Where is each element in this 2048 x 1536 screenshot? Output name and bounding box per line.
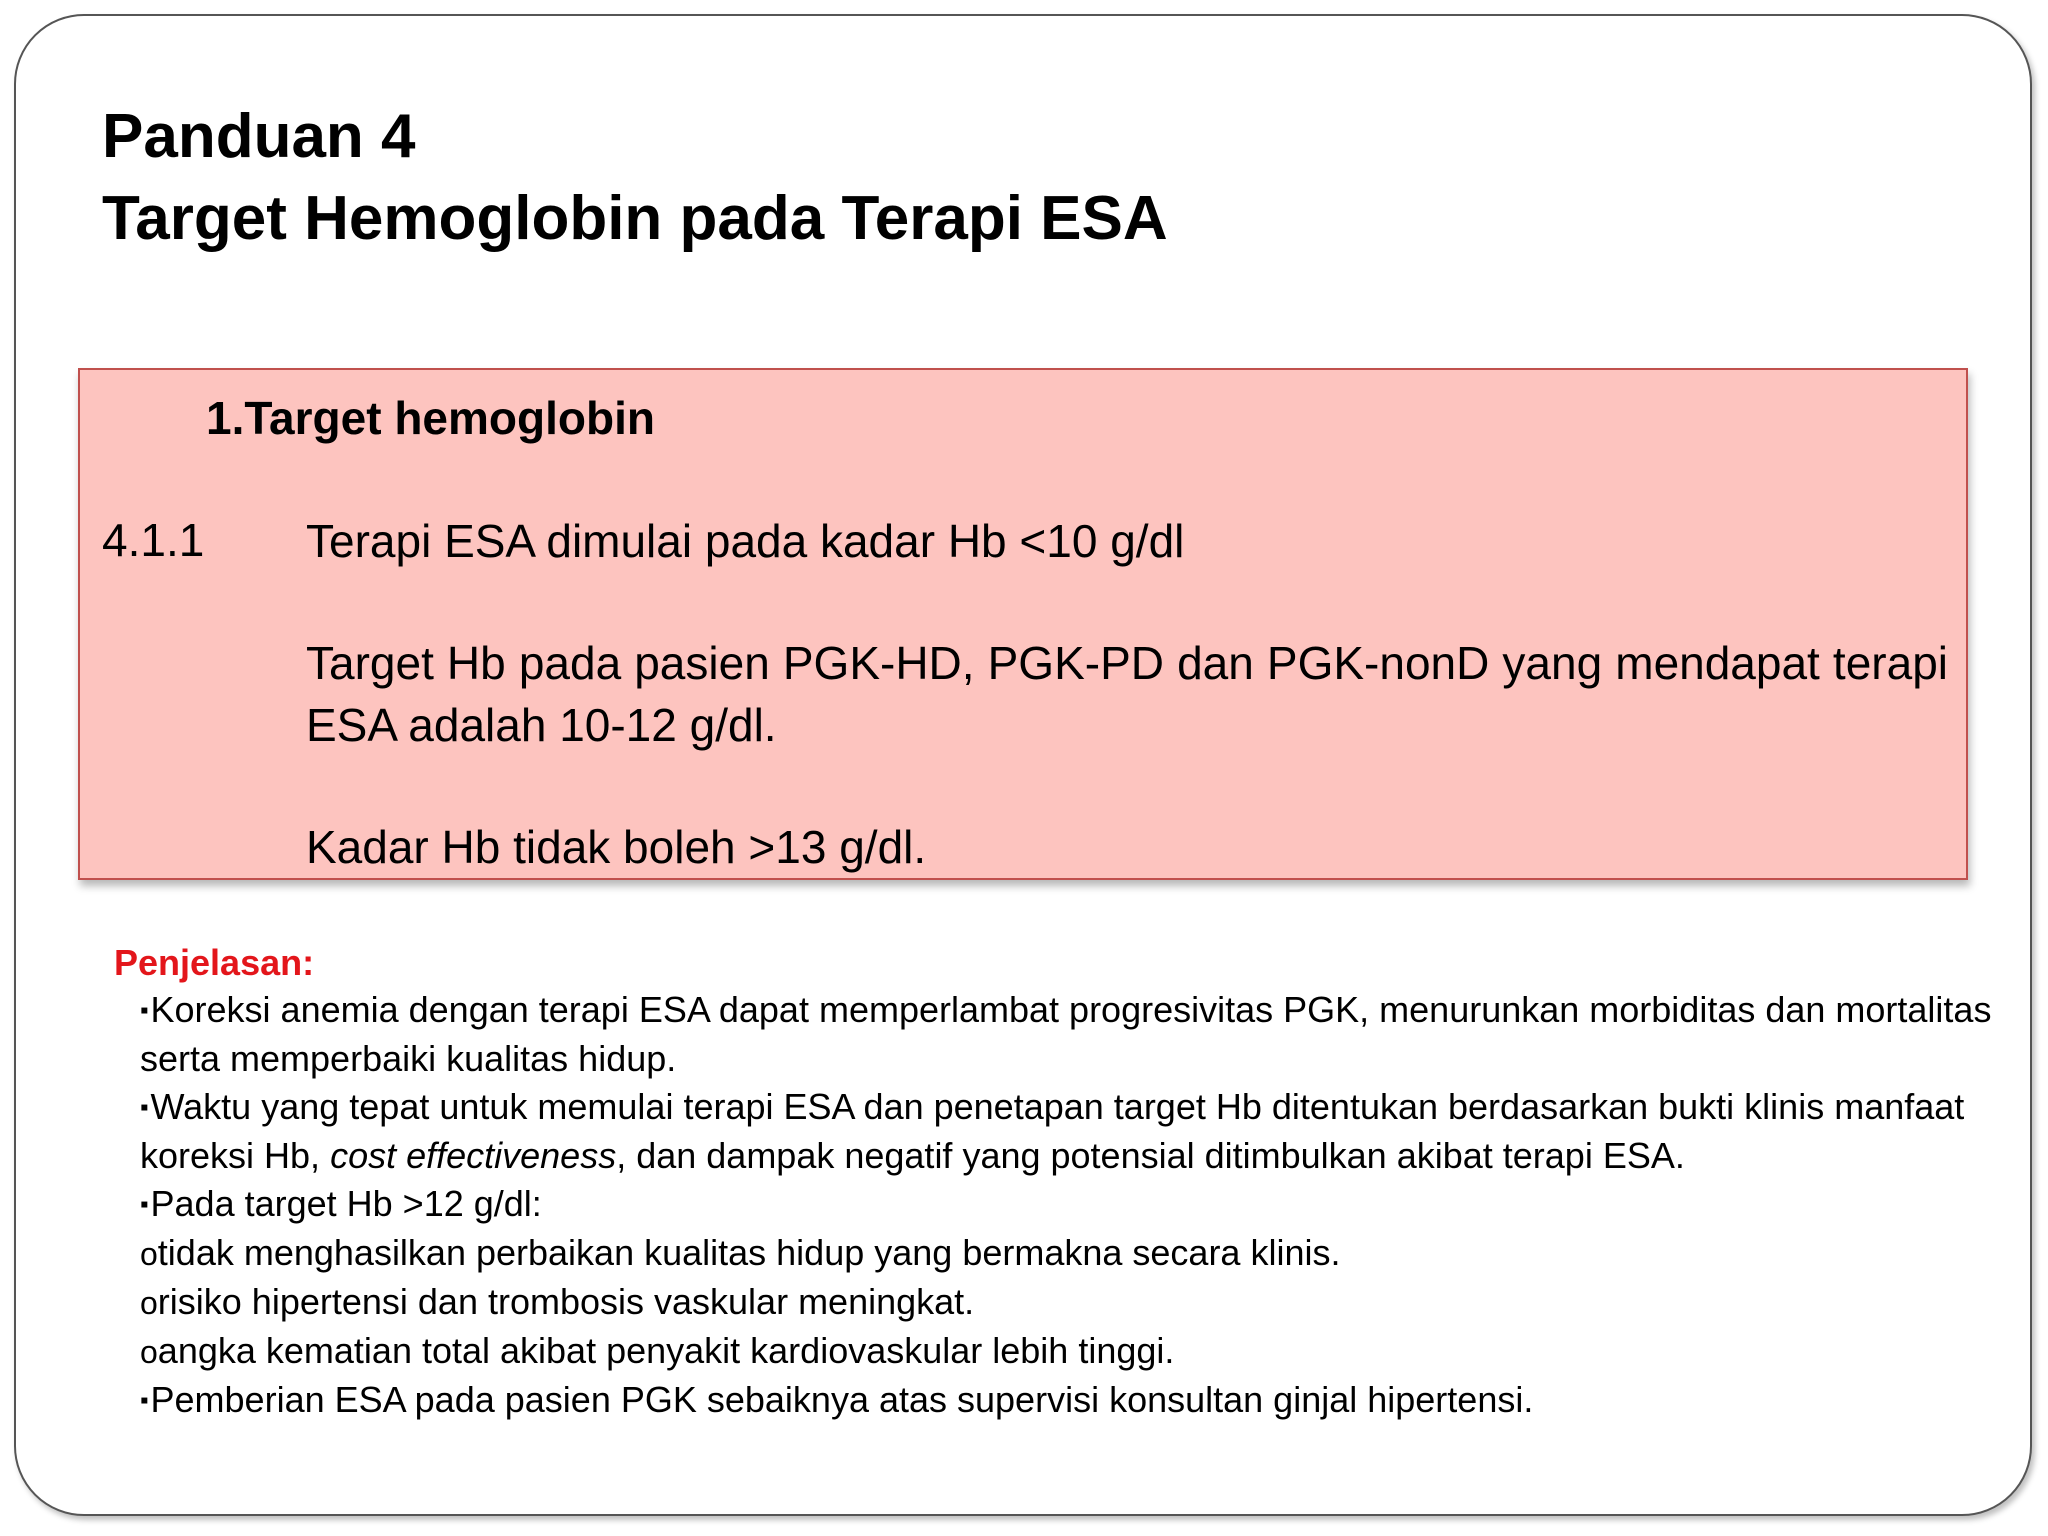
square-bullet-icon: ▪ [140,997,149,1024]
title-line-1: Panduan 4 [102,102,416,171]
slide-frame [14,14,2032,1516]
recommendation-heading: 1.Target hemoglobin [206,392,655,444]
recommendation-number: 4.1.1 [102,514,205,566]
list-item-italic-text: cost effectiveness [330,1135,617,1176]
sub-list-item [114,1327,2014,1376]
sub-list-item-text: tidak menghasilkan perbaikan kualitas hidup yang bermakna secara klinis. [157,1232,1341,1273]
slide-title [102,96,1168,260]
list-item-text: Waktu yang tepat untuk memulai terapi ESA dan penetapan target Hb ditentukan berdasarkan bukti klinis manfaat koreksi Hb, [140,1086,1965,1176]
list-item-text: Pada target Hb >12 g/dl: [150,1183,542,1224]
list-item [114,1083,2014,1180]
list-item-text: , dan dampak negatif yang potensial ditimbulkan akibat terapi ESA. [616,1135,1685,1176]
list-item-text: Koreksi anemia dengan terapi ESA dapat memperlambat progresivitas PGK, menurunkan morbiditas dan mortalitas serta memperbaiki kualitas hidup. [140,989,1992,1079]
list-item [114,986,2014,1083]
circle-bullet-icon: o [140,1334,158,1370]
list-item-text: Pemberian ESA pada pasien PGK sebaiknya atas supervisi konsultan ginjal hipertensi. [150,1379,1534,1420]
square-bullet-icon: ▪ [140,1387,149,1414]
list-item [114,1376,2014,1425]
recommendation-box [78,368,1968,880]
explanation-label: Penjelasan: [114,942,315,983]
square-bullet-icon: ▪ [140,1094,149,1121]
explanation-section [114,940,2014,1425]
sub-list-item-text: risiko hipertensi dan trombosis vaskular meningkat. [157,1281,975,1322]
square-bullet-icon: ▪ [140,1191,149,1218]
list-item [114,1180,2014,1229]
recommendation-paragraph: Kadar Hb tidak boleh >13 g/dl. [306,821,927,873]
circle-bullet-icon: o [140,1285,158,1321]
sub-list-item-text: angka kematian total akibat penyakit kardiovaskular lebih tinggi. [157,1330,1175,1371]
recommendation-paragraph: Target Hb pada pasien PGK-HD, PGK-PD dan PGK-nonD yang mendapat terapi ESA adalah 10-12 g/dl. [306,637,1948,751]
circle-bullet-icon: o [140,1236,158,1272]
sub-list-item [114,1229,2014,1278]
sub-list-item [114,1278,2014,1327]
explanation-list [114,986,2014,1425]
title-line-2: Target Hemoglobin pada Terapi ESA [102,184,1168,253]
recommendation-paragraph: Terapi ESA dimulai pada kadar Hb <10 g/dl [306,515,1185,567]
